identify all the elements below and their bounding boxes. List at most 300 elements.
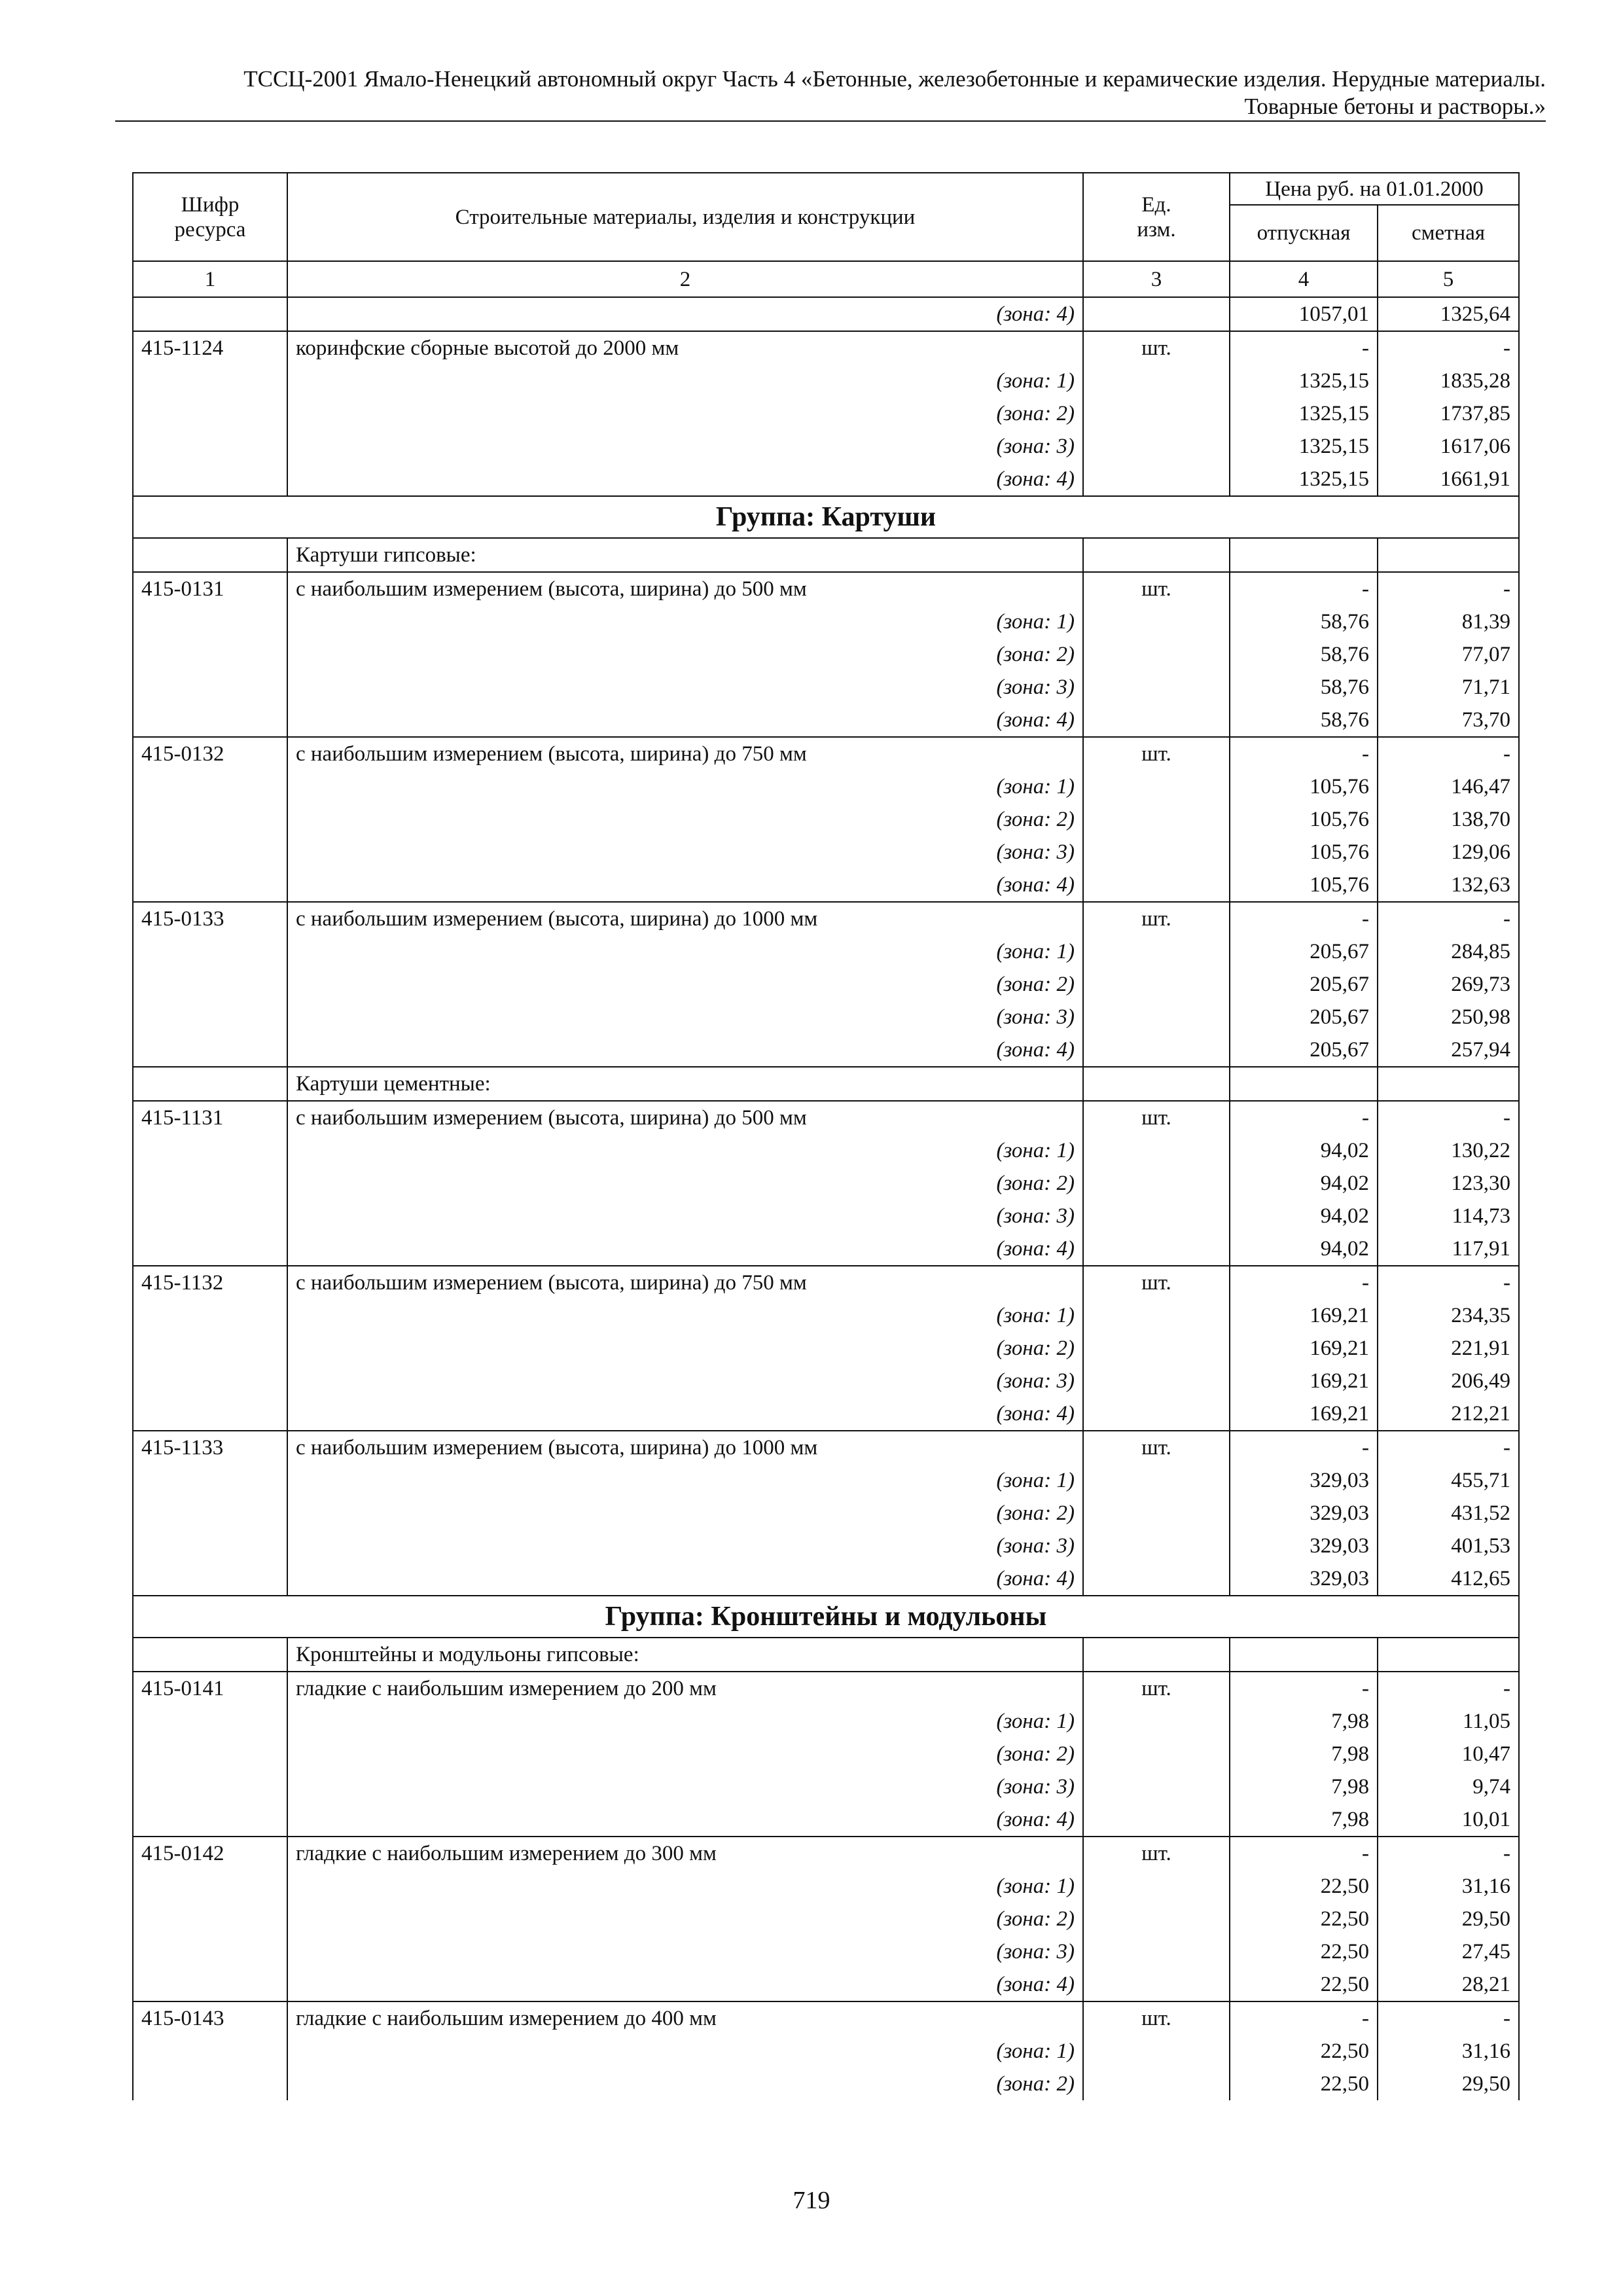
unit-cell: шт. [1083, 1837, 1230, 1870]
code-cell [133, 1562, 287, 1596]
zone-label: (зона: 2) [287, 1738, 1083, 1770]
estimate-price-cell: 117,91 [1378, 1232, 1519, 1266]
zone-row [133, 1033, 1519, 1067]
zone-label: (зона: 1) [287, 2035, 1083, 2068]
estimate-price-cell: 71,71 [1378, 671, 1519, 704]
code-cell [133, 1935, 287, 1968]
resource-code: 415-0141 [133, 1672, 287, 1705]
col-header-code: Шифр ресурса [133, 173, 287, 261]
material-name: гладкие с наибольшим измерением до 300 мм [287, 1837, 1083, 1870]
zone-row [133, 605, 1519, 638]
estimate-price-cell: 77,07 [1378, 638, 1519, 671]
unit-cell [1083, 1935, 1230, 1968]
table-row [133, 1837, 1519, 1870]
zone-label: (зона: 4) [287, 1033, 1083, 1067]
code-cell [133, 1067, 287, 1101]
zone-row [133, 803, 1519, 836]
estimate-price-cell: 28,21 [1378, 1968, 1519, 2001]
release-price-cell: - [1230, 2001, 1378, 2035]
estimate-price-cell: 455,71 [1378, 1464, 1519, 1497]
subgroup-title: Картуши цементные: [287, 1067, 1083, 1101]
code-cell [133, 1299, 287, 1332]
resource-code: 415-0142 [133, 1837, 287, 1870]
material-name: с наибольшим измерением (высота, ширина) до 750 мм [287, 737, 1083, 770]
estimate-price-cell: 1835,28 [1378, 365, 1519, 397]
subgroup-title: Картуши гипсовые: [287, 538, 1083, 572]
zone-row [133, 1903, 1519, 1935]
unit-cell: шт. [1083, 2001, 1230, 2035]
release-price-cell: 58,76 [1230, 671, 1378, 704]
zone-label: (зона: 2) [287, 1332, 1083, 1365]
unit-cell [1083, 1365, 1230, 1397]
release-price-cell [1230, 538, 1378, 572]
zone-label: (зона: 2) [287, 2068, 1083, 2100]
estimate-price-cell: - [1378, 1431, 1519, 1464]
estimate-price-cell: 206,49 [1378, 1365, 1519, 1397]
estimate-price-cell: 1325,64 [1378, 297, 1519, 331]
release-price-cell: 1325,15 [1230, 430, 1378, 463]
zone-label: (зона: 4) [287, 1562, 1083, 1596]
table-body [133, 297, 1519, 2100]
zone-label: (зона: 1) [287, 935, 1083, 968]
col-header-release-price: отпускная [1230, 205, 1378, 261]
resource-code: 415-0131 [133, 572, 287, 605]
zone-row [133, 397, 1519, 430]
zone-row [133, 1299, 1519, 1332]
unit-cell [1083, 1134, 1230, 1167]
unit-cell [1083, 1200, 1230, 1232]
zone-row [133, 1397, 1519, 1431]
zone-label: (зона: 2) [287, 397, 1083, 430]
estimate-price-cell: 221,91 [1378, 1332, 1519, 1365]
zone-label: (зона: 1) [287, 1870, 1083, 1903]
group-heading: Группа: Кронштейны и модульоны [133, 1596, 1519, 1638]
code-cell [133, 397, 287, 430]
table-row [133, 902, 1519, 935]
zone-label: (зона: 3) [287, 1770, 1083, 1803]
unit-cell [1083, 1562, 1230, 1596]
unit-cell [1083, 671, 1230, 704]
zone-label: (зона: 3) [287, 1200, 1083, 1232]
unit-cell [1083, 1497, 1230, 1530]
material-name: с наибольшим измерением (высота, ширина) до 500 мм [287, 1101, 1083, 1134]
unit-cell [1083, 297, 1230, 331]
unit-cell: шт. [1083, 1101, 1230, 1134]
unit-cell: шт. [1083, 331, 1230, 365]
unit-cell [1083, 1903, 1230, 1935]
zone-label: (зона: 4) [287, 1803, 1083, 1837]
release-price-cell: 329,03 [1230, 1464, 1378, 1497]
unit-cell [1083, 1232, 1230, 1266]
resource-code: 415-1124 [133, 331, 287, 365]
zone-row [133, 1870, 1519, 1903]
unit-cell [1083, 365, 1230, 397]
zone-label: (зона: 4) [287, 297, 1083, 331]
zone-row [133, 1497, 1519, 1530]
code-cell [133, 1530, 287, 1562]
code-cell [133, 538, 287, 572]
estimate-price-cell: 250,98 [1378, 1001, 1519, 1033]
code-cell [133, 605, 287, 638]
material-name: гладкие с наибольшим измерением до 400 мм [287, 2001, 1083, 2035]
zone-row [133, 671, 1519, 704]
release-price-cell: 329,03 [1230, 1562, 1378, 1596]
unit-cell [1083, 1464, 1230, 1497]
zone-row [133, 935, 1519, 968]
code-cell [133, 1167, 287, 1200]
material-name: с наибольшим измерением (высота, ширина) до 500 мм [287, 572, 1083, 605]
unit-cell [1083, 638, 1230, 671]
code-cell [133, 1770, 287, 1803]
unit-cell [1083, 430, 1230, 463]
unit-cell [1083, 1738, 1230, 1770]
zone-label: (зона: 3) [287, 1935, 1083, 1968]
estimate-price-cell: 146,47 [1378, 770, 1519, 803]
unit-cell [1083, 1803, 1230, 1837]
zone-row [133, 1464, 1519, 1497]
release-price-cell: 1325,15 [1230, 365, 1378, 397]
estimate-price-cell: 257,94 [1378, 1033, 1519, 1067]
group-heading-row [133, 1596, 1519, 1638]
header-rule [115, 120, 1546, 122]
unit-cell [1083, 704, 1230, 737]
col-number-5: 5 [1378, 261, 1519, 297]
resource-code: 415-0132 [133, 737, 287, 770]
estimate-price-cell [1378, 1638, 1519, 1672]
estimate-price-cell: - [1378, 572, 1519, 605]
release-price-cell: 22,50 [1230, 1968, 1378, 2001]
unit-cell [1083, 803, 1230, 836]
unit-cell [1083, 935, 1230, 968]
code-cell [133, 2035, 287, 2068]
table-row [133, 2001, 1519, 2035]
estimate-price-cell: 269,73 [1378, 968, 1519, 1001]
release-price-cell: 58,76 [1230, 704, 1378, 737]
code-cell [133, 1033, 287, 1067]
material-name: гладкие с наибольшим измерением до 200 мм [287, 1672, 1083, 1705]
code-cell [133, 1968, 287, 2001]
estimate-price-cell: 73,70 [1378, 704, 1519, 737]
code-cell [133, 1705, 287, 1738]
estimate-price-cell: 132,63 [1378, 869, 1519, 902]
zone-row [133, 1738, 1519, 1770]
code-cell [133, 1497, 287, 1530]
estimate-price-cell: 10,01 [1378, 1803, 1519, 1837]
release-price-cell: 22,50 [1230, 2035, 1378, 2068]
zone-label: (зона: 1) [287, 1705, 1083, 1738]
release-price-cell: 22,50 [1230, 1935, 1378, 1968]
unit-cell [1083, 1770, 1230, 1803]
zone-label: (зона: 4) [287, 869, 1083, 902]
estimate-price-cell: - [1378, 331, 1519, 365]
page-number: 719 [793, 2187, 830, 2214]
unit-cell [1083, 397, 1230, 430]
code-cell [133, 430, 287, 463]
estimate-price-cell: 11,05 [1378, 1705, 1519, 1738]
estimate-price-cell: 130,22 [1378, 1134, 1519, 1167]
release-price-cell: - [1230, 902, 1378, 935]
zone-row [133, 365, 1519, 397]
zone-row [133, 869, 1519, 902]
release-price-cell: 205,67 [1230, 1001, 1378, 1033]
zone-label: (зона: 2) [287, 1167, 1083, 1200]
code-cell [133, 671, 287, 704]
estimate-price-cell: 138,70 [1378, 803, 1519, 836]
unit-cell [1083, 1167, 1230, 1200]
zone-label: (зона: 1) [287, 1134, 1083, 1167]
table-row [133, 331, 1519, 365]
zone-row [133, 638, 1519, 671]
zone-label: (зона: 4) [287, 463, 1083, 496]
estimate-price-cell: - [1378, 737, 1519, 770]
release-price-cell: - [1230, 1837, 1378, 1870]
unit-cell [1083, 1530, 1230, 1562]
unit-cell: шт. [1083, 1672, 1230, 1705]
estimate-price-cell: 431,52 [1378, 1497, 1519, 1530]
release-price-cell: - [1230, 572, 1378, 605]
release-price-cell: - [1230, 331, 1378, 365]
code-cell [133, 2068, 287, 2100]
unit-cell [1083, 836, 1230, 869]
unit-cell [1083, 1332, 1230, 1365]
zone-row [133, 1134, 1519, 1167]
zone-row [133, 1705, 1519, 1738]
estimate-price-cell: 31,16 [1378, 2035, 1519, 2068]
estimate-price-cell: 212,21 [1378, 1397, 1519, 1431]
zone-label: (зона: 4) [287, 1232, 1083, 1266]
release-price-cell: 205,67 [1230, 1033, 1378, 1067]
release-price-cell: - [1230, 1101, 1378, 1134]
release-price-cell [1230, 1067, 1378, 1101]
estimate-price-cell: 1617,06 [1378, 430, 1519, 463]
unit-cell [1083, 1397, 1230, 1431]
release-price-cell: 169,21 [1230, 1299, 1378, 1332]
subgroup-row [133, 1067, 1519, 1101]
release-price-cell: 7,98 [1230, 1705, 1378, 1738]
zone-label: (зона: 4) [287, 1397, 1083, 1431]
estimate-price-cell: - [1378, 1266, 1519, 1299]
zone-label: (зона: 1) [287, 1464, 1083, 1497]
code-cell [133, 869, 287, 902]
estimate-price-cell: 129,06 [1378, 836, 1519, 869]
material-name: с наибольшим измерением (высота, ширина) до 1000 мм [287, 1431, 1083, 1464]
zone-label: (зона: 3) [287, 1001, 1083, 1033]
zone-label: (зона: 3) [287, 430, 1083, 463]
zone-row [133, 704, 1519, 737]
estimate-price-cell: 123,30 [1378, 1167, 1519, 1200]
release-price-cell: 7,98 [1230, 1738, 1378, 1770]
code-cell [133, 365, 287, 397]
code-cell [133, 1870, 287, 1903]
running-header-line-2: Товарные бетоны и растворы.» [1244, 94, 1546, 119]
release-price-cell: 22,50 [1230, 1903, 1378, 1935]
zone-label: (зона: 1) [287, 365, 1083, 397]
col-number-2: 2 [287, 261, 1083, 297]
release-price-cell: 7,98 [1230, 1803, 1378, 1837]
estimate-price-cell: 234,35 [1378, 1299, 1519, 1332]
unit-cell [1083, 538, 1230, 572]
release-price-cell: 94,02 [1230, 1167, 1378, 1200]
estimate-price-cell: 1737,85 [1378, 397, 1519, 430]
unit-cell [1083, 1638, 1230, 1672]
release-price-cell: 105,76 [1230, 770, 1378, 803]
code-cell [133, 297, 287, 331]
zone-label: (зона: 3) [287, 1365, 1083, 1397]
estimate-price-cell: 1661,91 [1378, 463, 1519, 496]
unit-cell [1083, 1968, 1230, 2001]
zone-label: (зона: 4) [287, 1968, 1083, 2001]
estimate-price-cell: 114,73 [1378, 1200, 1519, 1232]
zone-label: (зона: 1) [287, 605, 1083, 638]
unit-cell [1083, 463, 1230, 496]
estimate-price-cell: 29,50 [1378, 2068, 1519, 2100]
zone-row [133, 463, 1519, 496]
zone-row [133, 2068, 1519, 2100]
code-cell [133, 770, 287, 803]
code-cell [133, 935, 287, 968]
unit-cell: шт. [1083, 572, 1230, 605]
estimate-price-cell: 31,16 [1378, 1870, 1519, 1903]
unit-cell [1083, 1067, 1230, 1101]
zone-row [133, 1803, 1519, 1837]
zone-label: (зона: 4) [287, 704, 1083, 737]
release-price-cell: - [1230, 737, 1378, 770]
resource-code: 415-1131 [133, 1101, 287, 1134]
estimate-price-cell: 27,45 [1378, 1935, 1519, 1968]
unit-cell [1083, 968, 1230, 1001]
estimate-price-cell: 412,65 [1378, 1562, 1519, 1596]
zone-label: (зона: 1) [287, 1299, 1083, 1332]
estimate-price-cell: 10,47 [1378, 1738, 1519, 1770]
code-cell [133, 463, 287, 496]
zone-row [133, 770, 1519, 803]
table-row [133, 1266, 1519, 1299]
col-number-3: 3 [1083, 261, 1230, 297]
release-price-cell: - [1230, 1672, 1378, 1705]
zone-label: (зона: 2) [287, 1903, 1083, 1935]
resource-code: 415-0143 [133, 2001, 287, 2035]
release-price-cell: 1057,01 [1230, 297, 1378, 331]
release-price-cell: 169,21 [1230, 1365, 1378, 1397]
zone-label: (зона: 3) [287, 1530, 1083, 1562]
release-price-cell: 22,50 [1230, 1870, 1378, 1903]
col-number-1: 1 [133, 261, 287, 297]
estimate-price-cell: 29,50 [1378, 1903, 1519, 1935]
zone-label: (зона: 2) [287, 803, 1083, 836]
col-number-4: 4 [1230, 261, 1378, 297]
resource-code: 415-0133 [133, 902, 287, 935]
zone-row [133, 1968, 1519, 2001]
unit-cell [1083, 2068, 1230, 2100]
release-price-cell: 58,76 [1230, 638, 1378, 671]
code-cell [133, 638, 287, 671]
zone-label: (зона: 2) [287, 968, 1083, 1001]
zone-row [133, 968, 1519, 1001]
estimate-price-cell: - [1378, 1101, 1519, 1134]
code-cell [133, 1738, 287, 1770]
unit-cell [1083, 1870, 1230, 1903]
zone-row [133, 1365, 1519, 1397]
release-price-cell: 205,67 [1230, 935, 1378, 968]
zone-row [133, 1935, 1519, 1968]
zone-label: (зона: 2) [287, 1497, 1083, 1530]
unit-cell [1083, 1705, 1230, 1738]
subgroup-row [133, 538, 1519, 572]
subgroup-title: Кронштейны и модульоны гипсовые: [287, 1638, 1083, 1672]
estimate-price-cell [1378, 1067, 1519, 1101]
zone-row [133, 430, 1519, 463]
code-cell [133, 1365, 287, 1397]
resource-code: 415-1133 [133, 1431, 287, 1464]
code-cell [133, 1903, 287, 1935]
estimate-price-cell: 81,39 [1378, 605, 1519, 638]
release-price-cell: 7,98 [1230, 1770, 1378, 1803]
unit-cell [1083, 605, 1230, 638]
release-price-cell: 329,03 [1230, 1530, 1378, 1562]
estimate-price-cell: 401,53 [1378, 1530, 1519, 1562]
release-price-cell [1230, 1638, 1378, 1672]
code-cell [133, 1397, 287, 1431]
zone-row [133, 297, 1519, 331]
release-price-cell: 169,21 [1230, 1397, 1378, 1431]
zone-row [133, 1332, 1519, 1365]
zone-row [133, 1200, 1519, 1232]
code-cell [133, 704, 287, 737]
table-row [133, 1101, 1519, 1134]
code-cell [133, 1200, 287, 1232]
release-price-cell: 105,76 [1230, 803, 1378, 836]
zone-row [133, 1562, 1519, 1596]
table-row [133, 1672, 1519, 1705]
code-cell [133, 1803, 287, 1837]
release-price-cell: 94,02 [1230, 1232, 1378, 1266]
release-price-cell: - [1230, 1266, 1378, 1299]
code-cell [133, 1134, 287, 1167]
col-header-estimate-price: сметная [1378, 205, 1519, 261]
release-price-cell: - [1230, 1431, 1378, 1464]
col-header-price: Цена руб. на 01.01.2000 [1230, 173, 1519, 205]
material-name: коринфские сборные высотой до 2000 мм [287, 331, 1083, 365]
code-cell [133, 1332, 287, 1365]
estimate-price-cell: - [1378, 1837, 1519, 1870]
release-price-cell: 22,50 [1230, 2068, 1378, 2100]
unit-cell [1083, 2035, 1230, 2068]
unit-cell: шт. [1083, 1266, 1230, 1299]
estimate-price-cell: - [1378, 2001, 1519, 2035]
zone-row [133, 836, 1519, 869]
release-price-cell: 1325,15 [1230, 397, 1378, 430]
zone-label: (зона: 1) [287, 770, 1083, 803]
release-price-cell: 94,02 [1230, 1200, 1378, 1232]
unit-cell: шт. [1083, 737, 1230, 770]
release-price-cell: 205,67 [1230, 968, 1378, 1001]
estimate-price-cell: 9,74 [1378, 1770, 1519, 1803]
zone-row [133, 1167, 1519, 1200]
col-header-name: Строительные материалы, изделия и конструкции [287, 173, 1083, 261]
zone-label: (зона: 3) [287, 836, 1083, 869]
group-heading-row [133, 496, 1519, 538]
subgroup-row [133, 1638, 1519, 1672]
code-cell [133, 968, 287, 1001]
unit-cell: шт. [1083, 902, 1230, 935]
zone-row [133, 2035, 1519, 2068]
unit-cell: шт. [1083, 1431, 1230, 1464]
zone-row [133, 1530, 1519, 1562]
estimate-price-cell [1378, 538, 1519, 572]
unit-cell [1083, 770, 1230, 803]
code-cell [133, 836, 287, 869]
running-header-line-1: ТССЦ-2001 Ямало-Ненецкий автономный округ Часть 4 «Бетонные, железобетонные и керамические изделия. Нерудные материалы. [243, 66, 1546, 92]
